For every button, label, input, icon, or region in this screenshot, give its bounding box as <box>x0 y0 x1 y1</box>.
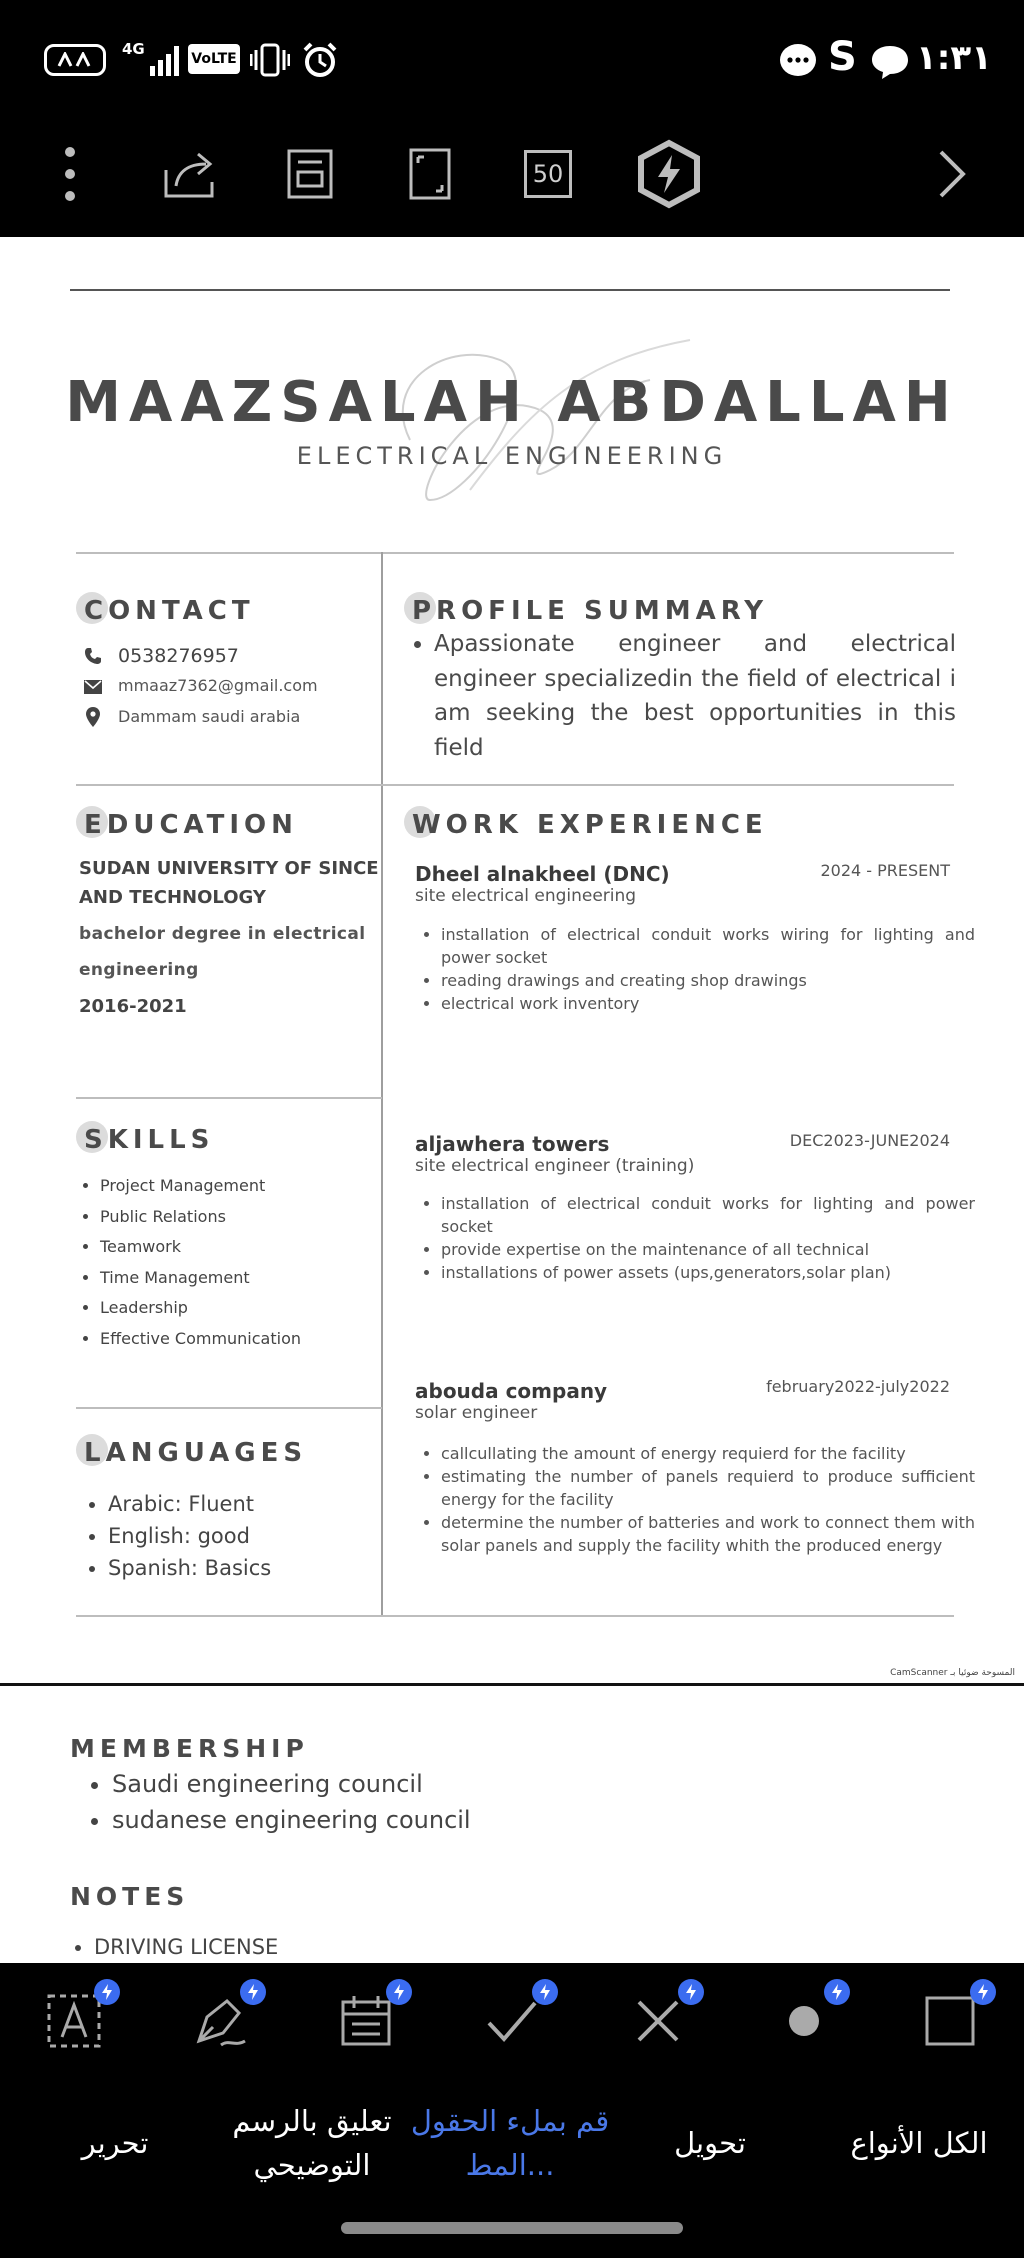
job-dates: february2022-july2022 <box>766 1377 950 1396</box>
resume-title: ELECTRICAL ENGINEERING <box>296 442 728 470</box>
aa-icon <box>44 44 106 76</box>
languages-heading <box>84 1438 307 1468</box>
contact-location: Dammam saudi arabia <box>118 707 301 726</box>
network-label: 4G <box>122 40 145 58</box>
job-bullet: • reading drawings and creating shop drawings <box>441 969 975 992</box>
profile-summary <box>410 627 956 765</box>
profile-text: • Apassionate engineer and electrical engineer specializedin the field of electrical i am seeking the best opportunities in this field <box>434 627 956 765</box>
job-bullet: • installation of electrical conduit works for lighting and power socket <box>441 1192 975 1238</box>
membership-heading: MEMBERSHIP <box>70 1734 309 1763</box>
job-bullets <box>417 923 975 1015</box>
alarm-icon <box>300 40 340 85</box>
job-bullets <box>417 1192 975 1284</box>
annotation-toolbar <box>0 1963 1024 2081</box>
job-bullet: • installations of power assets (ups,generators,solar plan) <box>441 1261 975 1284</box>
mode-tab-bar <box>0 2081 1024 2258</box>
job-role: site electrical engineer (training) <box>415 1156 695 1176</box>
grid-line <box>76 552 954 554</box>
membership-item: • sudanese engineering council <box>112 1802 472 1838</box>
job-bullets <box>417 1442 975 1557</box>
education-heading-text: EDUCATION <box>84 810 298 840</box>
job-role: site electrical engineering <box>415 886 637 906</box>
languages-heading-text: LANGUAGES <box>84 1438 308 1468</box>
notes-list <box>62 1932 278 1962</box>
language-item: • Spanish: Basics <box>108 1552 271 1584</box>
tab-fill-fields[interactable]: قم بملء الحقول المط... <box>410 2104 610 2182</box>
volte-icon <box>188 44 240 74</box>
lightning-icon[interactable] <box>634 139 704 209</box>
job-company: Dheel alnakheel (DNC) <box>415 862 670 886</box>
mail-icon <box>84 680 102 699</box>
tab-convert[interactable]: تحويل <box>674 2126 746 2160</box>
skills-heading-text: SKILLS <box>84 1125 215 1155</box>
job-dates: DEC2023-JUNE2024 <box>789 1131 950 1150</box>
column-divider <box>381 552 383 1616</box>
contact-phone: 0538276957 <box>118 645 239 667</box>
resume-name: MAAZSALAH ABDALLAH <box>65 370 959 435</box>
lightning-badge-icon <box>386 1979 412 2005</box>
contact-email: mmaaz7362@gmail.com <box>118 676 318 695</box>
skill-item: • Leadership <box>100 1293 301 1324</box>
language-item: • English: good <box>108 1520 271 1552</box>
more-vert-icon[interactable] <box>40 144 100 204</box>
vibrate-icon <box>250 42 290 83</box>
fit-page-icon[interactable] <box>400 144 460 204</box>
job-bullet: • determine the number of batteries and work to connect them with solar panels and supply the facility whith the produced energy <box>441 1511 975 1557</box>
grid-line <box>76 1615 954 1617</box>
skill-item: • Time Management <box>100 1263 301 1294</box>
job-bullet: • electrical work inventory <box>441 992 975 1015</box>
profile-heading-text: PROFILE SUMMARY <box>412 596 769 626</box>
checkmark-icon[interactable] <box>482 1991 542 2051</box>
chat-icon <box>778 42 818 85</box>
text-box-icon[interactable] <box>44 1991 104 2051</box>
membership-item: • Saudi engineering council <box>112 1766 472 1802</box>
skills-list <box>76 1171 301 1354</box>
notes-heading: NOTES <box>70 1882 190 1911</box>
skill-item: • Public Relations <box>100 1202 301 1233</box>
grid-line <box>76 784 954 786</box>
pen-sign-icon[interactable] <box>190 1991 250 2051</box>
lightning-badge-icon <box>240 1979 266 2005</box>
skills-heading <box>84 1125 214 1155</box>
work-heading-text: WORK EXPERIENCE <box>412 810 768 840</box>
dot-icon[interactable] <box>774 1991 834 2051</box>
chevron-right-icon[interactable] <box>922 144 982 204</box>
volte-label: VoLTE <box>191 51 237 67</box>
status-bar <box>0 0 1024 120</box>
job-bullet: • callcullating the amount of energy requierd for the facility <box>441 1442 975 1465</box>
4g-signal-icon <box>122 40 180 78</box>
document-view-icon[interactable] <box>280 144 340 204</box>
grid-line <box>76 1407 382 1409</box>
language-item: • Arabic: Fluent <box>108 1488 271 1520</box>
viewer-toolbar <box>0 120 1024 237</box>
profile-heading <box>412 596 768 626</box>
job-bullet: • estimating the number of panels requierd to produce sufficient energy for the facility <box>441 1465 975 1511</box>
share-icon[interactable] <box>160 144 220 204</box>
tab-all-types[interactable]: الكل الأنواع <box>850 2126 988 2160</box>
tab-edit[interactable]: تحرير <box>81 2126 149 2160</box>
location-pin-icon <box>86 707 100 732</box>
job-company: abouda company <box>415 1379 608 1403</box>
education-school: SUDAN UNIVERSITY OF SINCE AND TECHNOLOGY <box>79 858 379 908</box>
membership-list <box>80 1766 472 1838</box>
work-heading <box>412 810 768 840</box>
status-time: ١:٣١ <box>916 38 992 78</box>
phone-icon <box>84 647 102 670</box>
skill-item: • Project Management <box>100 1171 301 1202</box>
cross-icon[interactable] <box>628 1991 688 2051</box>
camscanner-watermark: CamScanner المسوحة ضوئيا بـ <box>890 1668 1015 1678</box>
skill-item: • Effective Communication <box>100 1324 301 1355</box>
lightning-badge-icon <box>678 1979 704 2005</box>
job-bullet: • provide expertise on the maintenance of all technical <box>441 1238 975 1261</box>
education-years: 2016-2021 <box>79 996 187 1017</box>
lightning-badge-icon <box>532 1979 558 2005</box>
contact-heading <box>84 596 255 626</box>
home-indicator[interactable] <box>341 2222 683 2234</box>
lightning-badge-icon <box>824 1979 850 2005</box>
job-bullet: • installation of electrical conduit works wiring for lighting and power socket <box>441 923 975 969</box>
grid-line <box>76 1097 382 1099</box>
s-app-icon <box>828 34 857 80</box>
calendar-form-icon[interactable] <box>336 1991 396 2051</box>
top-divider <box>70 289 950 291</box>
skill-item: • Teamwork <box>100 1232 301 1263</box>
education-degree: bachelor degree in electrical engineering <box>79 924 366 980</box>
lightning-badge-icon <box>970 1979 996 2005</box>
languages-list <box>76 1488 271 1584</box>
tab-illustration-comment[interactable]: تعليق بالرسم التوضيحي <box>232 2104 392 2182</box>
contact-heading-text: CONTACT <box>84 596 255 626</box>
message-icon <box>870 44 910 85</box>
lightning-badge-icon <box>94 1979 120 2005</box>
zoom-box-icon[interactable] <box>518 144 578 204</box>
notes-item: • DRIVING LICENSE <box>94 1932 278 1962</box>
rectangle-icon[interactable] <box>920 1991 980 2051</box>
zoom-value: 50 <box>532 160 564 188</box>
s-app-label: S <box>828 34 857 80</box>
education-heading <box>84 810 298 840</box>
page-separator <box>0 1683 1024 1686</box>
job-company: aljawhera towers <box>415 1132 610 1156</box>
job-dates: 2024 - PRESENT <box>820 861 950 880</box>
job-role: solar engineer <box>415 1403 538 1423</box>
